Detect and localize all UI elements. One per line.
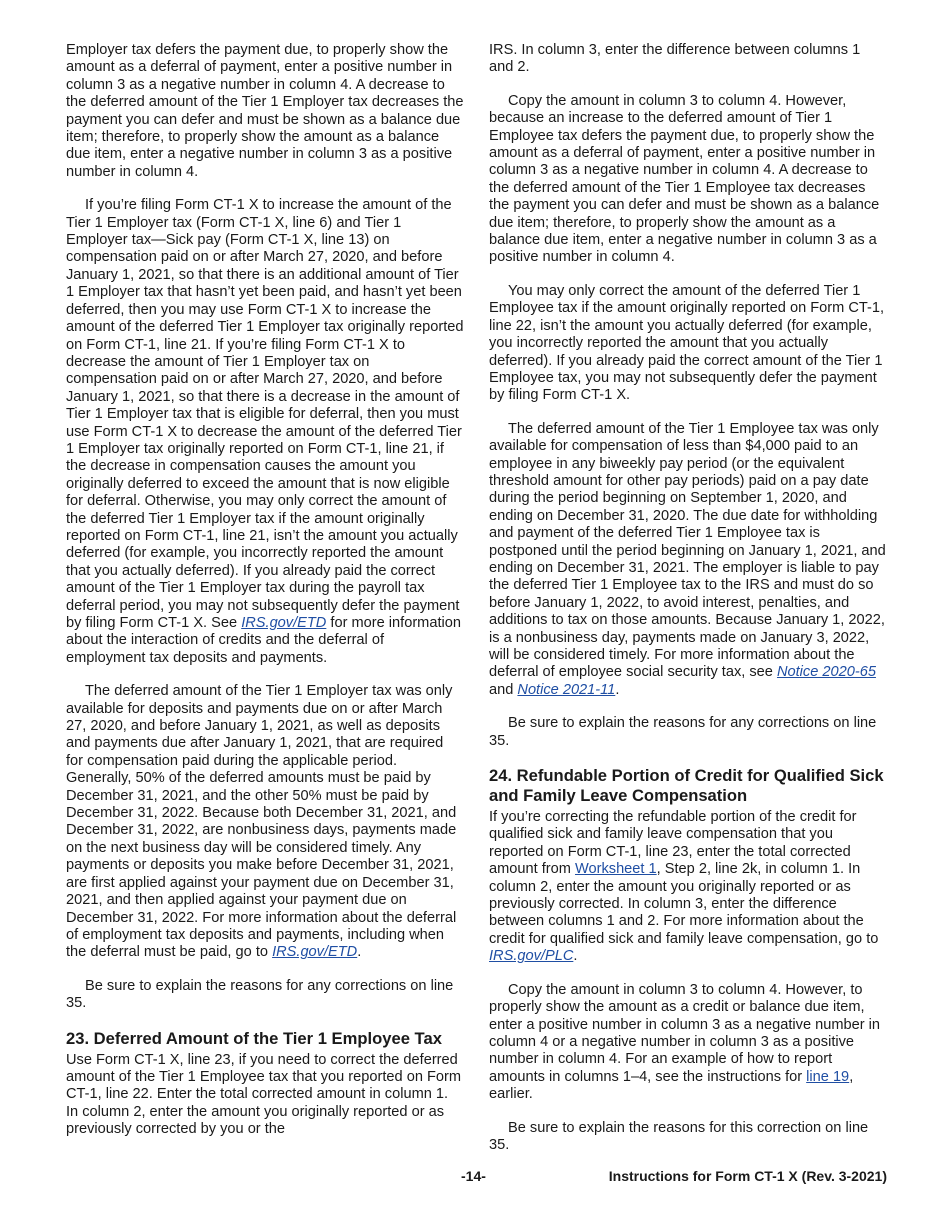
- irs-plc-link[interactable]: IRS.gov/PLC: [489, 948, 574, 965]
- document-title: Instructions for Form CT-1 X (Rev. 3-2021): [608, 1168, 887, 1184]
- irs-etd-link[interactable]: IRS.gov/ETD: [272, 944, 358, 961]
- section-heading-24: 24. Refundable Portion of Credit for Qualified Sick and Family Leave Compensation: [489, 766, 884, 806]
- paragraph: Employer tax defers the payment due, to properly show the amount as a deferral of payment, enter a positive number in column 3 as a negative number in column 4. A decrease to the deferred amount of the Tier 1 Employer tax decreases the payment you can defer and must be shown as a balance due item; therefore, to properly show the amount as a balance due item, enter a negative number in column 3 as a positive number in column 4.: [66, 42, 464, 180]
- paragraph: You may only correct the amount of the deferred Tier 1 Employee tax if the amount originally reported on Form CT-1, line 22, isn’t the amount you actually deferred (for example, you incorrectly reported the amount that you actually deferred). If you already paid the correct amount of the Tier 1 Employee tax, you may not subsequently defer the payment by filing Form CT-1 X.: [489, 282, 885, 404]
- line-19-link[interactable]: line 19: [806, 1068, 850, 1085]
- paragraph: Use Form CT-1 X, line 23, if you need to correct the deferred amount of the Tier 1 Employee tax that you reported on Form CT-1, line 22. Enter the total corrected amount in column 1. In column 2, enter the amount you originally reported or as previously corrected by you or the: [66, 1051, 462, 1138]
- section-heading-23: 23. Deferred Amount of the Tier 1 Employee Tax: [66, 1028, 442, 1048]
- right-column: [489, 42, 887, 1170]
- left-column: [66, 42, 464, 1155]
- paragraph: Be sure to explain the reasons for this correction on line 35.: [489, 1119, 869, 1153]
- paragraph: Copy the amount in column 3 to column 4. However, because an increase to the deferred amount of Tier 1 Employee tax defers the payment due, to properly show the amount as a deferral of payment, enter a positive number in column 3 as a negative number in column 4. A decrease to the deferred amount of the Tier 1 Employee tax decreases the payment you can defer and must be shown as a balance due item; therefore, to properly show the amount as a balance due item, enter a negative number in column 3 as a positive number in column 4.: [489, 92, 880, 266]
- page-footer: [66, 1168, 887, 1188]
- notice-2020-65-link[interactable]: Notice 2020-65: [776, 664, 876, 681]
- notice-2021-11-link[interactable]: Notice 2021-11: [517, 681, 616, 698]
- paragraph: Be sure to explain the reasons for any corrections on line 35.: [66, 977, 454, 1012]
- worksheet-1-link[interactable]: Worksheet 1: [574, 861, 657, 878]
- paragraph: If you’re correcting the refundable portion of the credit for qualified sick and family leave compensation that you reported on Form CT-1, line 23, enter the total corrected amount from Worksheet 1, Step 2, line 2k, in column 1. In column 2, enter the amount you originally reported or as previously corrected. In column 3, enter the difference between columns 1 and 2. For more information about the credit for qualified sick and family leave compensation, go to IRS.gov/PLC.: [489, 809, 879, 965]
- paragraph: The deferred amount of the Tier 1 Employer tax was only available for deposits and payments due on or after March 27, 2020, and before January 1, 2021, as well as deposits and payments due after January 1, 2021, that are required for compensation paid during the applicable period. Generally, 50% of the deferred amounts must be paid by December 31, 2021, and the other 50% must be paid by December 31, 2022. Because both December 31, 2021, and December 31, 2022, are nonbusiness days, payments made on the next business day will be considered timely. Any payments or deposits you make before December 31, 2021, are first applied against your payment due on December 31, 2021, and then applied against your payment due on December 31, 2022. For more information about the deferral of employment tax deposits and payments, including when the deferral must be paid, go to IRS.gov/ETD.: [66, 683, 457, 961]
- paragraph: If you’re filing Form CT-1 X to increase the amount of the Tier 1 Employer tax (Form CT-1 X, line 6) and Tier 1 Employer tax—Sick pay (Form CT-1 X, line 13) on compensation paid on or after March 27, 2020, and before January 1, 2021, so that there is an additional amount of Tier 1 Employer tax that hasn’t yet been paid, and hasn’t yet been deferred, then you may use Form CT-1 X to increase the amount of the deferred Tier 1 Employer tax originally reported on Form CT-1, line 21. If you’re filing Form CT-1 X to decrease the amount of Tier 1 Employer tax on compensation paid on or after March 27, 2020, and before January 1, 2021, so that there is a decrease in the amount of Tier 1 Employer tax that is eligible for deferral, then you must use Form CT-1 X to decrease the amount of the deferred Tier 1 Employer tax originally reported on Form CT-1, line 21, if the decrease in compensation causes the amount you originally deferred to exceed the amount that is now eligible for deferral. Otherwise, you may only correct the amount of the deferred Tier 1 Employer tax if the amount originally reported on Form CT-1, line 21, isn’t the amount you actually deferred (for example, you incorrectly reported the amount that you actually deferred). If you already paid the correct amount of the Tier 1 Employer tax during the payroll tax deferral period, you may not subsequently defer the payment by filing Form CT-1 X. See IRS.gov/ETD for more information about the interaction of credits and the deferral of employment tax deposits and payments.: [66, 197, 464, 666]
- paragraph: Copy the amount in column 3 to column 4. However, to properly show the amount as a credit or balance due item, enter a positive number in column 3 as a negative number in column 4 or a negative number in column 3 as a positive number in column 4. For an example of how to report amounts in columns 1–4, see the instructions for line 19, earlier.: [489, 981, 881, 1103]
- page-number: -14-: [461, 1168, 486, 1184]
- paragraph: The deferred amount of the Tier 1 Employee tax was only available for compensation of less than $4,000 paid to an employee in any biweekly pay period (or the equivalent threshold amount for other pay periods) paid on a pay date during the period beginning on September 1, 2020, and ending on December 31, 2020. The due date for withholding and payment of the deferred Tier 1 Employee tax is postponed until the period beginning on January 1, 2021, and ending on December 31, 2021. The employer is liable to pay the deferred Tier 1 Employee tax to the IRS and must do so before January 1, 2022, to avoid interest, penalties, and additions to tax on those amounts. Because January 1, 2022, is a nonbusiness day, payments made on January 3, 2022, will be considered timely. For more information about the deferral of employee social security tax, see Notice 2020-65 and Notice 2021-11.: [489, 420, 886, 698]
- paragraph: Be sure to explain the reasons for any corrections on line 35.: [489, 715, 877, 749]
- irs-etd-link[interactable]: IRS.gov/ETD: [241, 615, 327, 631]
- paragraph: IRS. In column 3, enter the difference between columns 1 and 2.: [489, 42, 861, 76]
